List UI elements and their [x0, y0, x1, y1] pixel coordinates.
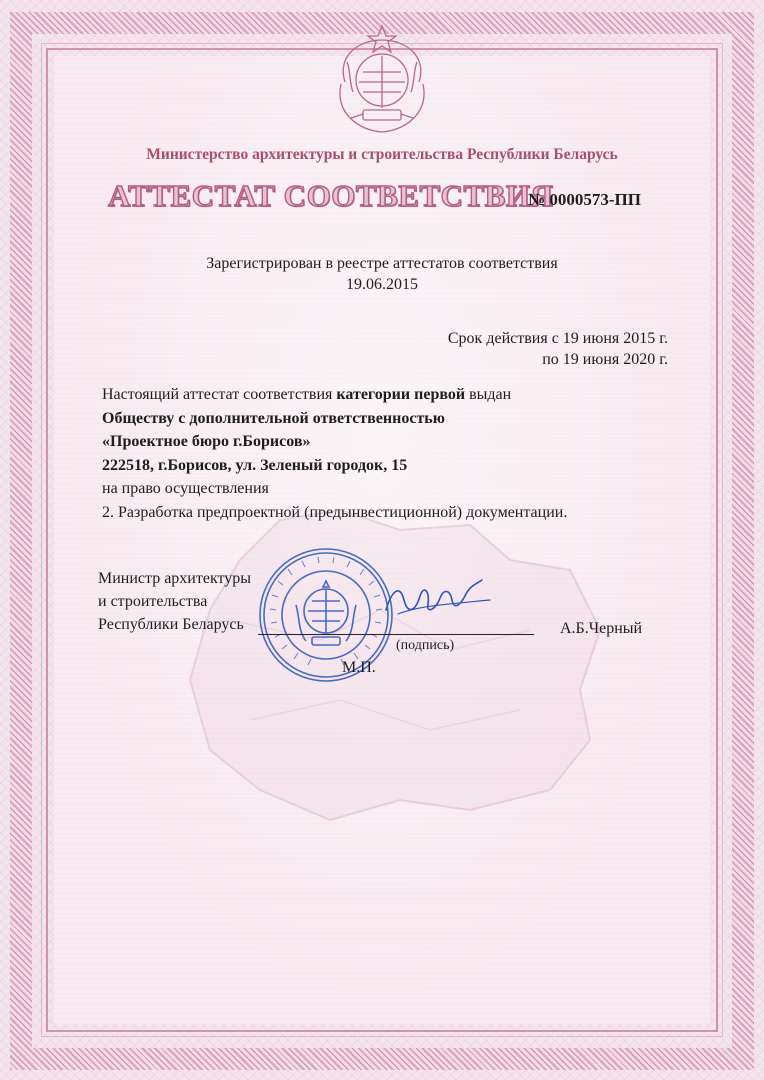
certificate-title: АТТЕСТАТ СООТВЕТСТВИЯ	[108, 178, 554, 213]
title-row	[108, 178, 668, 222]
signer-name: А.Б.Черный	[560, 620, 643, 637]
activity-line: 2. Разработка предпроектной (предынвестиционной) документации.	[102, 503, 568, 521]
registration-block	[0, 253, 764, 295]
intro-line	[102, 383, 692, 407]
right-label: на право осуществления	[102, 480, 269, 497]
signatory-position	[98, 567, 251, 636]
signature-caption: (подпись)	[396, 638, 455, 653]
category-label: категории первой	[336, 386, 466, 403]
validity-block	[448, 328, 668, 370]
certificate-body	[102, 383, 692, 524]
organization-line-2: «Проектное бюро г.Борисов»	[102, 433, 311, 450]
ministry-name: Министерство архитектуры и строительства Республики Беларусь	[146, 146, 618, 163]
registration-date: 19.06.2015	[346, 276, 418, 293]
organization-address: 222518, г.Борисов, ул. Зеленый городок, 15	[102, 456, 408, 474]
validity-to: по 19 июня 2020 г.	[542, 351, 668, 368]
state-emblem-icon	[327, 22, 437, 142]
position-line-3: Республики Беларусь	[98, 616, 244, 633]
handwritten-signature-icon	[378, 570, 498, 630]
signature-line	[258, 634, 534, 635]
intro-prefix: Настоящий аттестат соответствия	[102, 386, 337, 403]
position-line-2: и строительства	[98, 593, 208, 610]
seal-label: М.П.	[342, 659, 376, 676]
validity-from: Срок действия с 19 июня 2015 г.	[447, 330, 668, 347]
intro-suffix: выдан	[465, 386, 512, 403]
certificate-number: № 0000573-ПП	[528, 190, 641, 209]
registration-text: Зарегистрирован в реестре аттестатов соответствия	[206, 255, 558, 272]
organization-line-1: Обществу с дополнительной ответственностью	[102, 409, 445, 427]
position-line-1: Министр архитектуры	[98, 570, 252, 587]
